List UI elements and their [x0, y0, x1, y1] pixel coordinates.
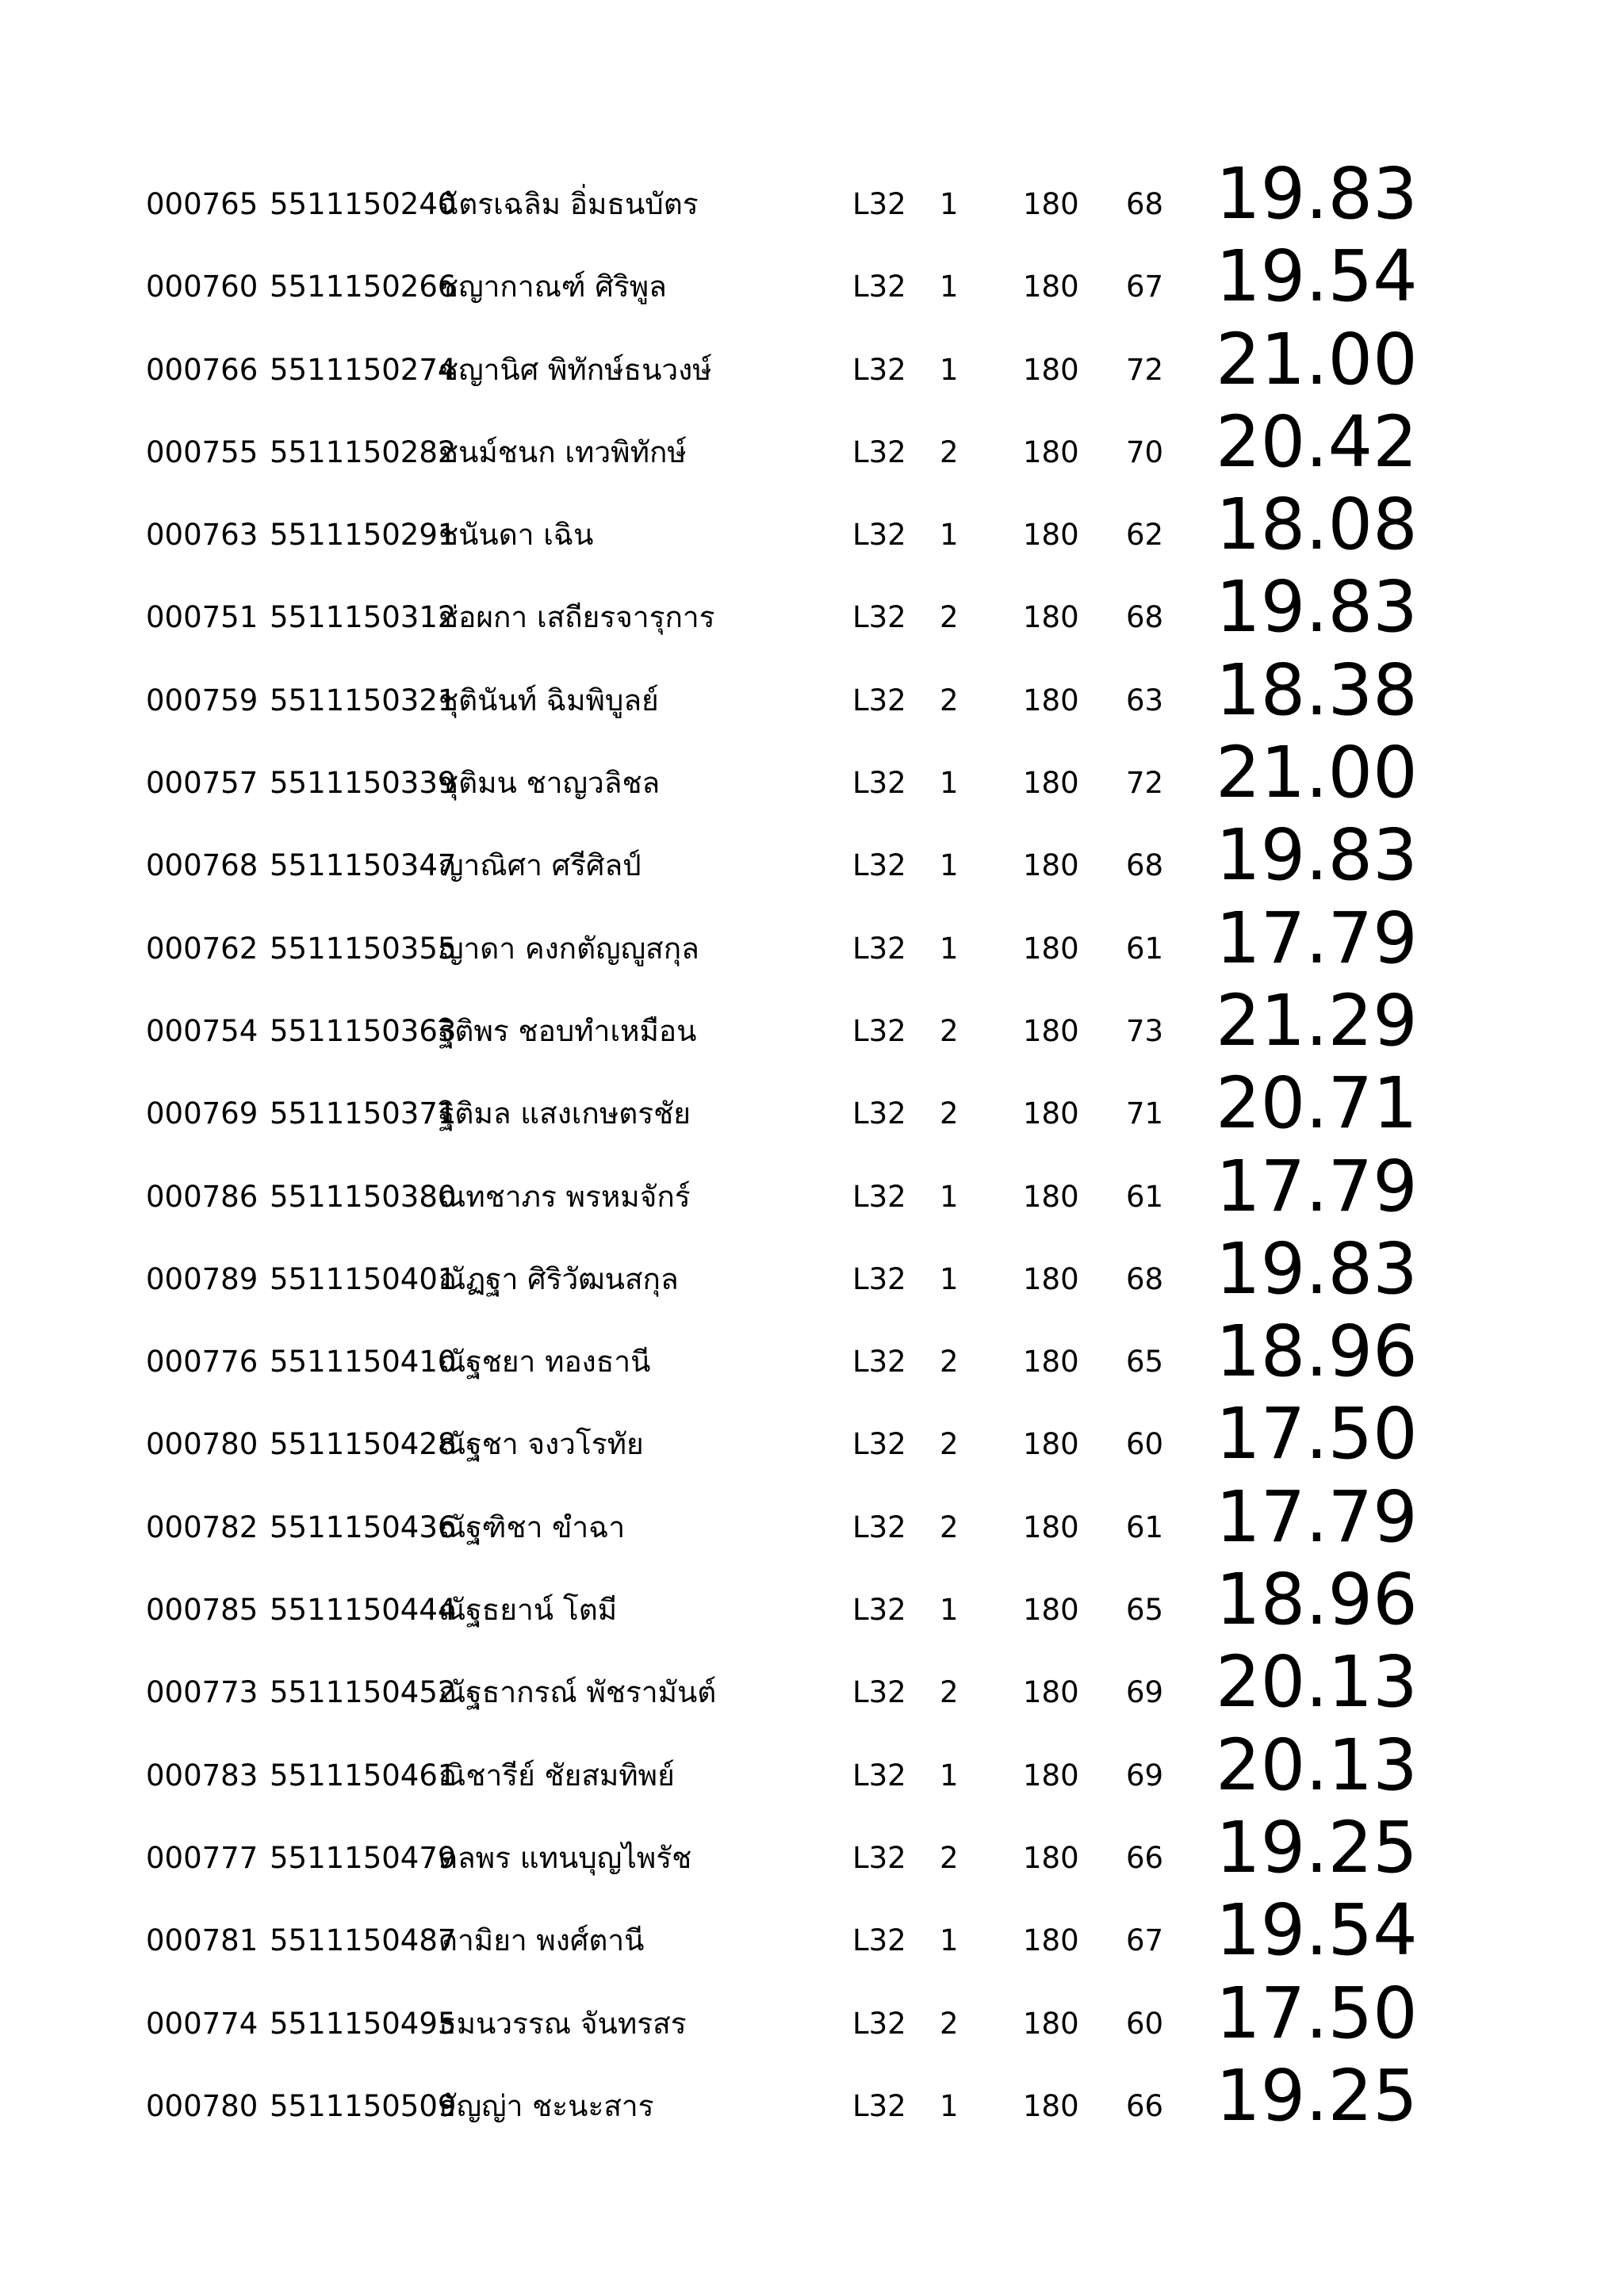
- row-course-code: L32: [852, 270, 906, 304]
- row-raw-score: 66: [1126, 2088, 1164, 2123]
- table-row: [0, 154, 1624, 236]
- row-raw-score: 67: [1126, 270, 1164, 304]
- row-converted-score: 17.79: [1216, 896, 1418, 979]
- row-student-name: ฐิติพร ชอบทำเหมือน: [439, 1013, 697, 1048]
- row-student-name: ญาณิศา ศรีศิลป์: [439, 848, 642, 883]
- row-course-code: L32: [852, 848, 906, 883]
- table-row: [0, 1146, 1624, 1229]
- row-converted-score: 17.50: [1216, 1392, 1418, 1475]
- row-student-name: ณทชาภร พรหมจักร์: [439, 1179, 691, 1214]
- row-course-code: L32: [852, 1345, 906, 1380]
- row-full-score: 180: [1023, 683, 1079, 718]
- row-course-code: L32: [852, 2088, 906, 2123]
- row-converted-score: 21.00: [1216, 317, 1418, 400]
- row-student-name: ฐิติมล แสงเกษตรชัย: [439, 1096, 691, 1131]
- row-section: 2: [940, 1510, 959, 1544]
- row-course-code: L32: [852, 1179, 906, 1214]
- row-student-id: 5511150371: [270, 1096, 457, 1131]
- row-section: 2: [940, 1096, 959, 1131]
- row-student-id: 5511150444: [270, 1593, 457, 1628]
- row-converted-score: 17.50: [1216, 1971, 1418, 2054]
- row-converted-score: 17.79: [1216, 1475, 1418, 1558]
- row-course-code: L32: [852, 1013, 906, 1048]
- table-row: [0, 1226, 1624, 1311]
- table-row: [0, 1973, 1624, 2056]
- row-converted-score: 21.29: [1216, 978, 1418, 1062]
- row-student-id: 5511150266: [270, 270, 457, 304]
- row-section: 1: [940, 1923, 959, 1958]
- row-sequence-number: 000763: [146, 518, 259, 553]
- row-section: 2: [940, 683, 959, 718]
- table-row: [0, 1394, 1624, 1476]
- row-full-score: 180: [1023, 434, 1079, 469]
- row-student-id: 5511150428: [270, 1427, 457, 1462]
- table-row: [0, 650, 1624, 733]
- row-student-name: ชุตินันท์ ฉิมพิบูลย์: [439, 683, 659, 718]
- row-sequence-number: 000786: [146, 1179, 259, 1214]
- row-section: 1: [940, 931, 959, 966]
- row-raw-score: 63: [1126, 683, 1164, 718]
- row-full-score: 180: [1023, 766, 1079, 801]
- row-student-name: ณัฐชยา ทองธานี: [439, 1345, 651, 1380]
- row-course-code: L32: [852, 1510, 906, 1544]
- row-section: 2: [940, 1427, 959, 1462]
- row-sequence-number: 000783: [146, 1758, 259, 1793]
- row-full-score: 180: [1023, 1427, 1079, 1462]
- row-student-id: 5511150355: [270, 931, 457, 966]
- score-list: [0, 154, 1624, 2138]
- row-student-id: 5511150509: [270, 2088, 457, 2123]
- row-full-score: 180: [1023, 1923, 1079, 1958]
- row-full-score: 180: [1023, 2006, 1079, 2041]
- row-course-code: L32: [852, 2006, 906, 2041]
- row-sequence-number: 000785: [146, 1593, 259, 1628]
- table-row: [0, 1805, 1624, 1890]
- row-converted-score: 19.83: [1216, 813, 1418, 897]
- row-course-code: L32: [852, 1840, 906, 1875]
- row-section: 1: [940, 187, 959, 221]
- table-row: [0, 1642, 1624, 1724]
- row-sequence-number: 000755: [146, 434, 259, 469]
- row-raw-score: 68: [1126, 600, 1164, 635]
- row-sequence-number: 000781: [146, 1923, 259, 1958]
- row-section: 2: [940, 2006, 959, 2041]
- row-converted-score: 19.54: [1216, 235, 1418, 318]
- row-raw-score: 65: [1126, 1593, 1164, 1628]
- row-sequence-number: 000774: [146, 2006, 259, 2041]
- row-student-id: 5511150347: [270, 848, 457, 883]
- row-converted-score: 21.00: [1216, 731, 1418, 814]
- table-row: [0, 1890, 1624, 1973]
- row-sequence-number: 000762: [146, 931, 259, 966]
- row-converted-score: 18.96: [1216, 1558, 1418, 1641]
- row-sequence-number: 000751: [146, 600, 259, 635]
- table-row: [0, 733, 1624, 815]
- row-course-code: L32: [852, 600, 906, 635]
- row-student-id: 5511150291: [270, 518, 457, 553]
- row-section: 2: [940, 1345, 959, 1380]
- row-converted-score: 20.71: [1216, 1062, 1418, 1145]
- row-sequence-number: 000765: [146, 187, 259, 221]
- row-student-name: ชญากาณฑ์ ศิริพูล: [439, 270, 667, 304]
- row-course-code: L32: [852, 187, 906, 221]
- row-full-score: 180: [1023, 1675, 1079, 1710]
- row-student-name: ณัฐธากรณ์ พัชรามันต์: [439, 1675, 717, 1710]
- row-course-code: L32: [852, 1593, 906, 1628]
- row-converted-score: 19.83: [1216, 565, 1418, 649]
- row-full-score: 180: [1023, 1013, 1079, 1048]
- row-student-id: 5511150312: [270, 600, 457, 635]
- row-section: 1: [940, 848, 959, 883]
- row-student-id: 5511150452: [270, 1675, 457, 1710]
- row-full-score: 180: [1023, 1345, 1079, 1380]
- row-section: 2: [940, 600, 959, 635]
- row-student-id: 5511150461: [270, 1758, 457, 1793]
- row-course-code: L32: [852, 1675, 906, 1710]
- table-row: [0, 898, 1624, 981]
- row-raw-score: 65: [1126, 1345, 1164, 1380]
- row-student-name: ธัญญ่า ชะนะสาร: [439, 2088, 654, 2123]
- row-full-score: 180: [1023, 848, 1079, 883]
- row-sequence-number: 000768: [146, 848, 259, 883]
- row-raw-score: 61: [1126, 1179, 1164, 1214]
- row-student-name: ช่อผกา เสถียรจารุการ: [439, 600, 715, 635]
- row-student-name: ชนม์ชนก เทวพิทักษ์: [439, 434, 687, 469]
- row-sequence-number: 000780: [146, 1427, 259, 1462]
- row-full-score: 180: [1023, 352, 1079, 387]
- row-section: 1: [940, 352, 959, 387]
- row-raw-score: 61: [1126, 931, 1164, 966]
- row-raw-score: 68: [1126, 1261, 1164, 1296]
- row-student-id: 5511150401: [270, 1261, 457, 1296]
- row-full-score: 180: [1023, 600, 1079, 635]
- row-converted-score: 19.25: [1216, 1805, 1418, 1888]
- row-student-name: ธมนวรรณ จันทรสร: [439, 2006, 687, 2041]
- row-section: 1: [940, 270, 959, 304]
- row-student-id: 5511150339: [270, 766, 457, 801]
- row-raw-score: 70: [1126, 434, 1164, 469]
- row-section: 1: [940, 1758, 959, 1793]
- row-student-name: ณัฐชา จงวโรทัย: [439, 1427, 644, 1462]
- row-student-name: ณัฐธยาน์ โตมี: [439, 1593, 618, 1628]
- row-raw-score: 67: [1126, 1923, 1164, 1958]
- row-full-score: 180: [1023, 1096, 1079, 1131]
- row-section: 1: [940, 1179, 959, 1214]
- row-sequence-number: 000754: [146, 1013, 259, 1048]
- row-full-score: 180: [1023, 187, 1079, 221]
- row-full-score: 180: [1023, 1593, 1079, 1628]
- table-row: [0, 1477, 1624, 1559]
- row-full-score: 180: [1023, 518, 1079, 553]
- row-sequence-number: 000776: [146, 1345, 259, 1380]
- row-sequence-number: 000789: [146, 1261, 259, 1296]
- row-raw-score: 68: [1126, 187, 1164, 221]
- row-raw-score: 60: [1126, 2006, 1164, 2041]
- row-course-code: L32: [852, 1758, 906, 1793]
- row-course-code: L32: [852, 1427, 906, 1462]
- row-student-name: ชุติมน ชาญวลิชล: [439, 766, 661, 801]
- row-student-name: ญาดา คงกตัญญูสกุล: [439, 931, 699, 966]
- row-section: 2: [940, 1013, 959, 1048]
- row-course-code: L32: [852, 434, 906, 469]
- row-section: 1: [940, 1593, 959, 1628]
- row-sequence-number: 000777: [146, 1840, 259, 1875]
- row-raw-score: 62: [1126, 518, 1164, 553]
- table-row: [0, 2053, 1624, 2138]
- table-row: [0, 978, 1624, 1063]
- row-full-score: 180: [1023, 2088, 1079, 2123]
- row-course-code: L32: [852, 1096, 906, 1131]
- table-row: [0, 402, 1624, 484]
- row-student-name: ดลพร แทนบุญไพรัช: [439, 1840, 692, 1875]
- row-student-name: ฉัตรเฉลิม อิ่มธนบัตร: [439, 187, 699, 221]
- table-row: [0, 1725, 1624, 1808]
- row-converted-score: 17.79: [1216, 1144, 1418, 1227]
- row-converted-score: 20.13: [1216, 1640, 1418, 1724]
- table-row: [0, 236, 1624, 319]
- row-student-id: 5511150363: [270, 1013, 457, 1048]
- table-row: [0, 1311, 1624, 1394]
- row-raw-score: 73: [1126, 1013, 1164, 1048]
- row-raw-score: 71: [1126, 1096, 1164, 1131]
- row-sequence-number: 000766: [146, 352, 259, 387]
- row-converted-score: 19.83: [1216, 1226, 1418, 1310]
- row-section: 2: [940, 434, 959, 469]
- row-student-id: 5511150410: [270, 1345, 457, 1380]
- row-raw-score: 61: [1126, 1510, 1164, 1544]
- row-full-score: 180: [1023, 1758, 1079, 1793]
- row-student-id: 5511150495: [270, 2006, 457, 2041]
- table-row: [0, 567, 1624, 649]
- row-converted-score: 18.08: [1216, 483, 1418, 566]
- table-row: [0, 1063, 1624, 1146]
- row-sequence-number: 000782: [146, 1510, 259, 1544]
- row-converted-score: 19.54: [1216, 1888, 1418, 1972]
- row-raw-score: 72: [1126, 766, 1164, 801]
- table-row: [0, 1559, 1624, 1642]
- row-section: 1: [940, 518, 959, 553]
- row-converted-score: 20.42: [1216, 400, 1418, 483]
- row-converted-score: 19.83: [1216, 152, 1418, 235]
- row-student-name: ณัฐฑิชา ขำฉา: [439, 1510, 626, 1544]
- row-course-code: L32: [852, 931, 906, 966]
- row-student-id: 5511150380: [270, 1179, 457, 1214]
- row-raw-score: 72: [1126, 352, 1164, 387]
- row-converted-score: 19.25: [1216, 2053, 1418, 2137]
- row-converted-score: 18.38: [1216, 648, 1418, 731]
- row-student-id: 5511150321: [270, 683, 457, 718]
- row-raw-score: 69: [1126, 1675, 1164, 1710]
- table-row: [0, 317, 1624, 402]
- row-converted-score: 18.96: [1216, 1310, 1418, 1393]
- row-full-score: 180: [1023, 1261, 1079, 1296]
- row-raw-score: 66: [1126, 1840, 1164, 1875]
- row-student-id: 5511150240: [270, 187, 457, 221]
- row-section: 2: [940, 1840, 959, 1875]
- row-student-id: 5511150274: [270, 352, 457, 387]
- row-sequence-number: 000780: [146, 2088, 259, 2123]
- table-row: [0, 484, 1624, 567]
- row-course-code: L32: [852, 1261, 906, 1296]
- row-student-id: 5511150282: [270, 434, 457, 469]
- row-sequence-number: 000757: [146, 766, 259, 801]
- row-student-name: ชนันดา เฉิน: [439, 518, 594, 553]
- row-full-score: 180: [1023, 270, 1079, 304]
- row-full-score: 180: [1023, 1840, 1079, 1875]
- row-full-score: 180: [1023, 1510, 1079, 1544]
- row-course-code: L32: [852, 352, 906, 387]
- row-raw-score: 60: [1126, 1427, 1164, 1462]
- row-section: 2: [940, 1675, 959, 1710]
- row-course-code: L32: [852, 683, 906, 718]
- row-sequence-number: 000759: [146, 683, 259, 718]
- row-student-name: ณัฏฐา ศิริวัฒนสกุล: [439, 1261, 679, 1296]
- row-course-code: L32: [852, 1923, 906, 1958]
- row-student-id: 5511150479: [270, 1840, 457, 1875]
- row-full-score: 180: [1023, 931, 1079, 966]
- row-sequence-number: 000760: [146, 270, 259, 304]
- row-course-code: L32: [852, 518, 906, 553]
- row-course-code: L32: [852, 766, 906, 801]
- row-student-name: ณิชารีย์ ชัยสมทิพย์: [439, 1758, 675, 1793]
- row-sequence-number: 000773: [146, 1675, 259, 1710]
- row-student-id: 5511150436: [270, 1510, 457, 1544]
- row-student-id: 5511150487: [270, 1923, 457, 1958]
- row-section: 1: [940, 2088, 959, 2123]
- row-full-score: 180: [1023, 1179, 1079, 1214]
- row-converted-score: 20.13: [1216, 1723, 1418, 1806]
- row-section: 1: [940, 1261, 959, 1296]
- row-section: 1: [940, 766, 959, 801]
- row-raw-score: 68: [1126, 848, 1164, 883]
- table-row: [0, 815, 1624, 897]
- row-raw-score: 69: [1126, 1758, 1164, 1793]
- row-sequence-number: 000769: [146, 1096, 259, 1131]
- row-student-name: ชญานิศ พิทักษ์ธนวงษ์: [439, 352, 712, 387]
- row-student-name: ดามิยา พงศ์ตานี: [439, 1923, 645, 1958]
